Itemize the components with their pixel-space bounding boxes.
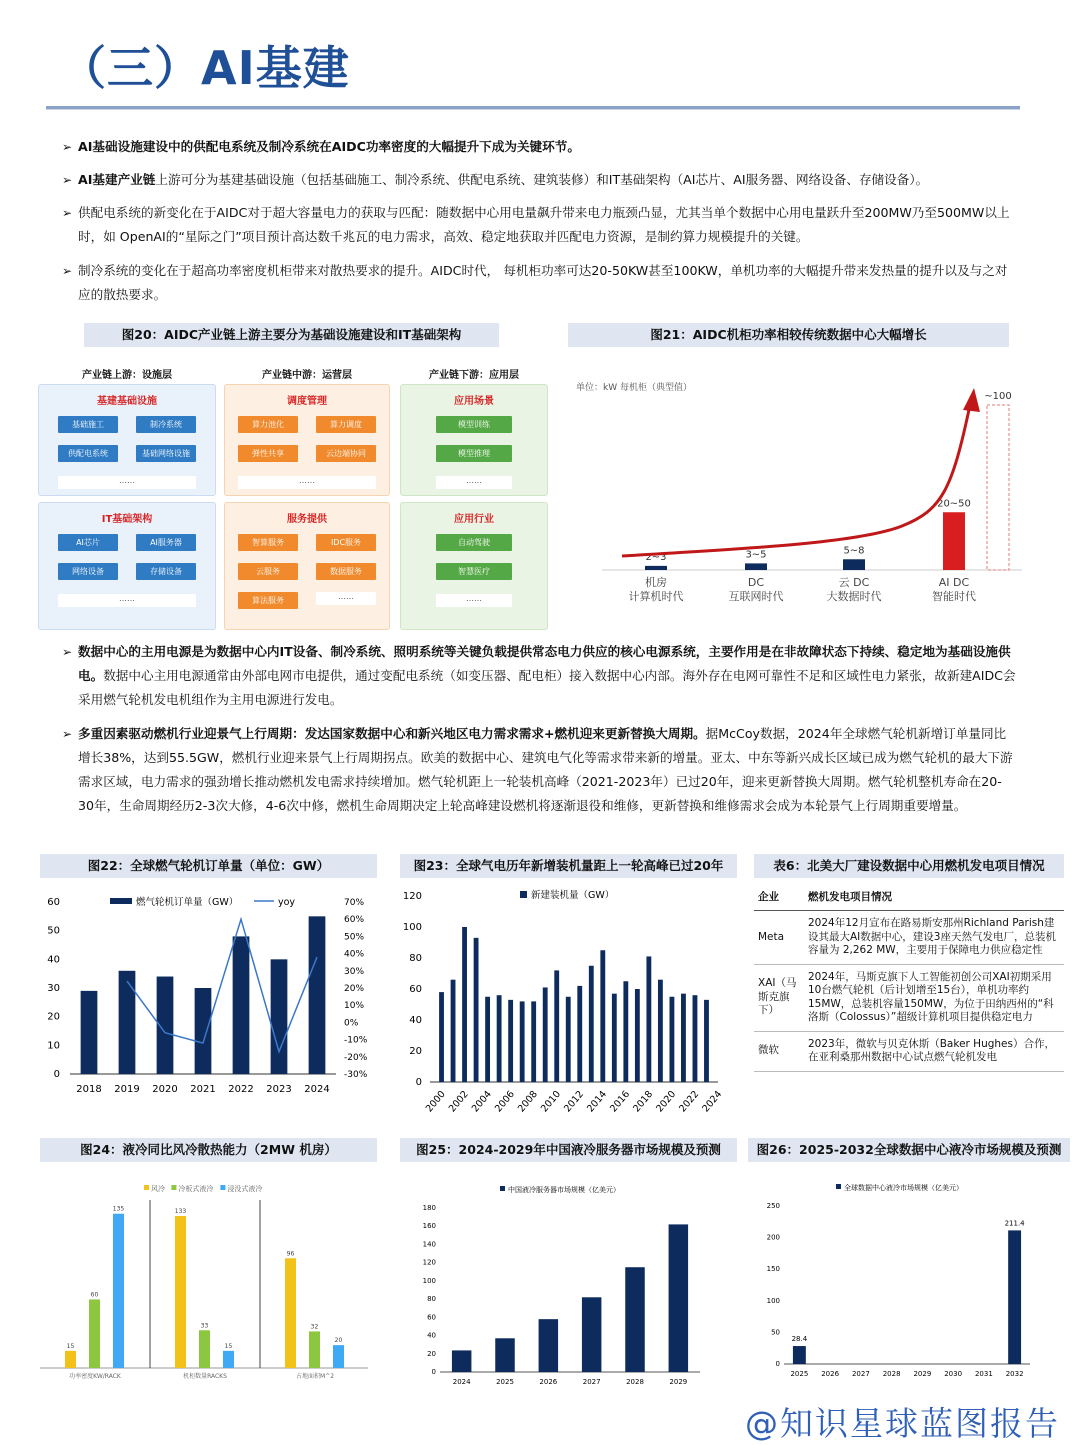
fig23-x-tick: 2016 xyxy=(608,1088,633,1115)
fig23-y-tick: 80 xyxy=(409,953,422,964)
fig20-item-chip: 模型推理 xyxy=(436,445,512,462)
fig22-bar xyxy=(195,988,212,1074)
fig24-bar xyxy=(113,1214,124,1368)
fig25-title: 图25：2024-2029年中国液冷服务器市场规模及预测 xyxy=(400,1138,737,1162)
mid-bullet-1: ➢ 数据中心的主用电源是为数据中心内IT设备、制冷系统、照明系统等关键负载提供常态电力供应的核心电源系统，主要作用是在非故障状态下持续、稳定地为基础设施供电。数据中心主用电源通常由外部电网市电提供，通过变配电系统（如变压器、配电柜）接入数据中心内部。海外存在电网可靠性不足和区域性电力紧张，故新建AIDC会采用燃气轮机发电机组作为主用电源进行发电。 xyxy=(62,644,1016,707)
fig22-y2-tick: 60% xyxy=(344,915,365,926)
fig22-y2-tick: 40% xyxy=(344,949,365,960)
fig21-chart xyxy=(562,360,1032,615)
fig23-bar xyxy=(635,989,640,1082)
fig22-y2-tick: -30% xyxy=(344,1070,368,1080)
fig22-x-tick: 2021 xyxy=(190,1084,216,1095)
table-row xyxy=(754,964,1064,1031)
fig23-x-tick: 2008 xyxy=(516,1088,540,1115)
fig24-bar xyxy=(333,1345,344,1368)
fig24-legend-swatch xyxy=(171,1185,176,1190)
fig25-x-tick: 2026 xyxy=(539,1378,558,1386)
fig22-y2-tick: -20% xyxy=(344,1052,368,1063)
fig23-bar xyxy=(681,994,686,1082)
fig21-era-name: DC xyxy=(747,576,765,589)
fig26-value-label: 28.4 xyxy=(791,1335,808,1344)
fig21-era-name: 云 DC xyxy=(838,576,870,589)
fig25-y-tick: 120 xyxy=(422,1258,436,1267)
fig22-y-tick: 0 xyxy=(53,1069,60,1080)
fig22-y-tick: 40 xyxy=(47,954,60,966)
fig23-bar xyxy=(566,997,571,1082)
fig24-bar xyxy=(309,1331,320,1368)
fig22-x-tick: 2024 xyxy=(304,1084,330,1095)
fig24-value-label: 33 xyxy=(200,1322,209,1330)
fig20-item-chip: 云边端协同 xyxy=(316,445,376,462)
fig26-title: 图26：2025-2032全球数据中心液冷市场规模及预测 xyxy=(748,1138,1070,1162)
fig23-y-tick: 20 xyxy=(409,1046,422,1057)
fig21-title: 图21：AIDC机柜功率相较传统数据中心大幅增长 xyxy=(568,323,1009,347)
fig26-x-tick: 2030 xyxy=(944,1370,963,1378)
fig24-bar xyxy=(175,1216,186,1368)
fig26-x-tick: 2028 xyxy=(882,1370,901,1378)
fig26-legend: 全球数据中心液冷市场规模（亿美元） xyxy=(844,1184,963,1192)
table-header-row xyxy=(754,882,1064,911)
fig21-value-label: 3~5 xyxy=(745,549,767,561)
fig24-chart xyxy=(40,1172,370,1397)
fig25-bar xyxy=(625,1267,645,1372)
fig26-x-tick: 2029 xyxy=(913,1370,932,1378)
fig23-x-tick: 2022 xyxy=(677,1088,702,1115)
gas-turbine-projects-table xyxy=(754,881,1064,1072)
fig23-y-tick: 60 xyxy=(409,984,422,995)
fig25-y-tick: 0 xyxy=(431,1368,436,1376)
fig25-x-tick: 2024 xyxy=(452,1378,471,1386)
table-row xyxy=(754,911,1064,965)
fig24-group-label: 机柜数量RACKS xyxy=(183,1373,227,1380)
fig23-x-tick: 2018 xyxy=(631,1088,656,1115)
fig23-bar xyxy=(600,950,605,1082)
fig20-section-title: 基建基础设施 xyxy=(97,396,157,407)
fig23-bar xyxy=(704,1000,709,1082)
fig25-y-tick: 20 xyxy=(427,1349,436,1358)
fig23-legend: 新建装机量（GW） xyxy=(531,890,615,901)
fig21-era-sub: 智能时代 xyxy=(932,590,976,603)
fig20-diagram xyxy=(38,360,550,615)
fig22-y2-tick: 70% xyxy=(344,898,365,908)
fig21-growth-arrowhead xyxy=(963,388,980,412)
fig23-y-tick: 100 xyxy=(402,922,422,933)
fig22-x-tick: 2022 xyxy=(228,1084,254,1095)
fig26-chart xyxy=(760,1172,1060,1397)
fig23-bar xyxy=(451,980,456,1082)
fig24-value-label: 135 xyxy=(112,1205,125,1213)
fig23-bar xyxy=(612,994,617,1082)
fig26-legend-swatch xyxy=(836,1184,841,1189)
fig21-bar xyxy=(645,566,667,570)
fig23-x-tick: 2012 xyxy=(562,1088,587,1115)
fig26-bar xyxy=(793,1346,806,1364)
fig20-item-chip: 制冷系统 xyxy=(136,416,196,433)
fig21-era-name: 机房 xyxy=(645,576,667,589)
fig20-item-chip: 数据服务 xyxy=(316,563,376,580)
fig22-y2-tick: -10% xyxy=(344,1035,368,1046)
fig22-y2-tick: 30% xyxy=(344,966,365,977)
fig20-column-header: 产业链中游：运营层 xyxy=(262,370,352,381)
fig24-value-label: 20 xyxy=(334,1337,343,1345)
fig25-bar xyxy=(582,1297,602,1372)
fig23-x-tick: 2002 xyxy=(446,1088,471,1115)
fig22-y2-tick: 10% xyxy=(344,1001,365,1012)
fig20-item-chip: 云服务 xyxy=(238,563,298,580)
fig20-item-chip: 智算服务 xyxy=(238,534,298,551)
fig26-y-tick: 0 xyxy=(775,1360,780,1368)
table-cell-desc: 2024年12月宣布在路易斯安那州Richland Parish建设其最大AI数据中心，建设3座天然气发电厂，总装机容量为 2,262 MW，主要用于保障电力供应稳定性 xyxy=(804,911,1064,965)
fig23-y-tick: 40 xyxy=(409,1015,422,1026)
fig23-bar xyxy=(646,956,651,1082)
fig24-bar xyxy=(199,1330,210,1368)
fig22-x-tick: 2020 xyxy=(152,1084,178,1095)
fig23-bar xyxy=(658,980,663,1082)
fig20-item-chip: AI服务器 xyxy=(136,534,196,551)
fig22-y-tick: 10 xyxy=(47,1040,60,1052)
fig23-bar xyxy=(520,1001,525,1082)
fig20-more-ellipsis: …… xyxy=(58,476,196,489)
fig23-bar xyxy=(462,927,467,1082)
fig26-y-tick: 100 xyxy=(766,1296,780,1305)
fig24-value-label: 15 xyxy=(66,1342,75,1350)
fig26-y-tick: 150 xyxy=(766,1265,780,1274)
fig23-bar xyxy=(623,981,628,1082)
fig25-legend-swatch xyxy=(500,1186,505,1191)
fig20-item-chip: 供配电系统 xyxy=(58,445,118,462)
fig23-y-tick: 0 xyxy=(415,1077,422,1088)
fig20-item-chip: 算力调度 xyxy=(316,416,376,433)
fig24-legend-item: 风冷 xyxy=(151,1185,165,1193)
intro-bullet-4: ➢ 制冷系统的变化在于超高功率密度机柜带来对散热要求的提升。AIDC时代， 每机柜功率可达20-50KW甚至100KW，单机功率的大幅提升带来发热量的提升以及与之对应的散热要求。 xyxy=(62,263,1008,302)
fig22-y-tick: 60 xyxy=(47,897,60,908)
fig20-title: 图20：AIDC产业链上游主要分为基础设施建设和IT基础架构 xyxy=(84,323,499,347)
fig20-item-chip: IDC服务 xyxy=(316,534,376,551)
title-divider xyxy=(46,106,1020,110)
fig22-y-tick: 20 xyxy=(47,1011,60,1023)
fig22-bar xyxy=(233,936,250,1074)
fig22-y-tick: 30 xyxy=(47,983,60,994)
fig26-x-tick: 2032 xyxy=(1005,1370,1024,1378)
fig25-x-tick: 2025 xyxy=(496,1378,514,1386)
fig22-y2-tick: 20% xyxy=(344,984,365,994)
fig23-bar xyxy=(693,995,698,1082)
fig25-bar xyxy=(495,1338,515,1372)
table1-title: 表6：北美大厂建设数据中心用燃机发电项目情况 xyxy=(754,854,1064,878)
fig20-item-chip: 自动驾驶 xyxy=(436,534,512,551)
fig26-y-tick: 50 xyxy=(771,1328,780,1337)
fig22-y-tick: 50 xyxy=(47,925,60,937)
table-row xyxy=(754,1031,1064,1071)
fig22-chart xyxy=(40,884,380,1104)
fig25-y-tick: 100 xyxy=(422,1276,436,1285)
fig24-value-label: 60 xyxy=(90,1291,99,1299)
fig21-growth-curve xyxy=(622,405,970,556)
fig23-bar xyxy=(474,938,479,1082)
fig24-group-label: 占地面积M^2 xyxy=(295,1373,335,1380)
page-title: （三）AI基建 xyxy=(60,41,350,95)
fig20-column-header: 产业链下游：应用层 xyxy=(429,370,519,381)
fig23-x-tick: 2014 xyxy=(585,1088,610,1115)
fig20-item-chip: 算法服务 xyxy=(238,592,298,609)
fig23-bar xyxy=(543,987,548,1082)
fig20-more-ellipsis: …… xyxy=(58,594,196,607)
fig20-item-chip: 模型训练 xyxy=(436,416,512,433)
fig25-x-tick: 2028 xyxy=(626,1378,644,1386)
fig21-value-label: 2~3 xyxy=(645,551,667,563)
fig24-legend-swatch xyxy=(220,1185,225,1190)
mid-bullet-2: ➢ 多重因素驱动燃机行业迎景气上行周期：发达国家数据中心和新兴地区电力需求需求+燃机迎来更新替换大周期。据McCoy数据，2024年全球燃气轮机新增订单量同比增长38%，达到55.5GW，燃机行业迎来景气上行周期拐点。欧美的数据中心、建筑电气化等需求带来新的增量。亚太、中东等新兴成长区域已成为燃气轮机的最大下游需求区域，电力需求的强劲增长推动燃机发电需求持续增加。燃气轮机距上一轮装机高峰（2021-2023年）已过20年，迎来更新替换大周期。燃气轮机整机寿命在20-30年，生命周期经历2-3次大修，4-6次中修，燃机生命周期决定上轮高峰建设燃机将逐渐退役和维修，更新替换和维修需求会成为本轮景气上行周期重要增量。 xyxy=(62,726,1013,813)
fig24-value-label: 96 xyxy=(286,1250,295,1258)
table-cell-company: Meta xyxy=(754,911,804,965)
fig22-legend-line: yoy xyxy=(278,897,296,908)
fig21-value-label: 20~50 xyxy=(937,498,971,510)
fig22-yoy-line xyxy=(127,919,317,1051)
fig25-x-tick: 2029 xyxy=(669,1378,688,1386)
fig21-value-label: 5~8 xyxy=(843,545,865,557)
fig20-item-chip: AI芯片 xyxy=(58,534,118,551)
fig20-item-chip: 基础网络设施 xyxy=(136,445,196,462)
fig20-item-chip: 算力池化 xyxy=(238,416,298,433)
fig20-more-ellipsis: …… xyxy=(238,476,376,489)
fig26-x-tick: 2026 xyxy=(821,1370,840,1378)
fig20-section-title: 应用行业 xyxy=(454,514,494,525)
fig21-future-label: ~100 xyxy=(984,391,1012,402)
table-header-company: 企业 xyxy=(754,882,804,911)
fig23-bar xyxy=(670,997,675,1082)
fig23-bar xyxy=(485,997,490,1082)
fig22-x-tick: 2023 xyxy=(266,1084,292,1095)
fig26-x-tick: 2031 xyxy=(974,1370,993,1378)
fig26-y-tick: 200 xyxy=(766,1233,780,1242)
fig22-x-tick: 2019 xyxy=(114,1084,140,1095)
fig20-item-chip: 存储设备 xyxy=(136,563,196,580)
fig21-era-sub: 互联网时代 xyxy=(728,590,784,603)
fig23-chart xyxy=(398,884,738,1124)
fig25-bar xyxy=(452,1350,472,1372)
fig23-x-tick: 2020 xyxy=(654,1088,679,1115)
fig20-column-header: 产业链上游：设施层 xyxy=(82,370,172,381)
fig23-x-tick: 2004 xyxy=(469,1088,494,1115)
fig24-legend-item: 浸没式液冷 xyxy=(227,1185,263,1193)
fig20-section-title: IT基础架构 xyxy=(101,514,153,525)
fig23-bar xyxy=(531,1001,536,1082)
fig24-value-label: 15 xyxy=(224,1342,233,1350)
fig24-value-label: 32 xyxy=(310,1323,319,1331)
fig26-x-tick: 2027 xyxy=(851,1370,870,1378)
fig24-bar xyxy=(65,1351,76,1368)
fig24-bar xyxy=(285,1258,296,1368)
fig21-era-name: AI DC xyxy=(938,576,970,589)
fig22-bar xyxy=(271,959,288,1074)
fig22-y2-tick: 0% xyxy=(344,1018,359,1029)
fig24-bar xyxy=(89,1299,100,1368)
fig21-unit: 单位：kW 每机柜（典型值） xyxy=(576,383,692,393)
table-cell-desc: 2023年，微软与贝克休斯（Baker Hughes）合作，在亚利桑那州数据中心试点燃气轮机发电 xyxy=(804,1031,1064,1071)
fig20-more-ellipsis: …… xyxy=(436,594,512,607)
fig24-legend-item: 冷板式液冷 xyxy=(178,1185,214,1193)
fig23-title: 图23：全球气电历年新增装机量距上一轮高峰已过20年 xyxy=(400,854,737,878)
table-cell-company: 微软 xyxy=(754,1031,804,1071)
fig25-chart xyxy=(410,1172,710,1397)
fig22-title: 图22：全球燃气轮机订单量（单位：GW） xyxy=(40,854,377,878)
intro-bullet-3: ➢ 供配电系统的新变化在于AIDC对于超大容量电力的获取与匹配：随数据中心用电量飙升带来电力瓶颈凸显，尤其当单个数据中心用电量跃升至200MW乃至500MW以上时，如 OpenAI的“星际之门”项目预计高达数千兆瓦的电力需求，高效、稳定地获取并匹配电力资源，是制约算力规模提升的关键。 xyxy=(62,205,1010,244)
table-header-desc: 燃机发电项目情况 xyxy=(804,882,1064,911)
fig23-y-tick: 120 xyxy=(402,891,422,902)
fig22-legend-bar-swatch xyxy=(110,898,132,904)
intro-bullet-2: ➢ AI基建产业链上游可分为基建基础设施（包括基础施工、制冷系统、供配电系统、建筑装修）和IT基础架构（AI芯片、AI服务器、网络设备、存储设备）。 xyxy=(62,172,929,187)
fig23-bar xyxy=(439,992,444,1082)
fig23-legend-swatch xyxy=(520,891,527,898)
fig23-x-tick: 2024 xyxy=(700,1088,725,1115)
fig26-y-tick: 250 xyxy=(766,1202,780,1210)
fig22-y2-tick: 50% xyxy=(344,932,365,943)
fig25-y-tick: 180 xyxy=(422,1204,436,1212)
fig24-value-label: 133 xyxy=(174,1208,187,1215)
fig25-legend: 中国液冷服务器市场规模（亿美元） xyxy=(508,1186,620,1194)
fig23-x-tick: 2000 xyxy=(423,1088,448,1115)
fig25-bar xyxy=(669,1224,689,1372)
intro-bullet-1: ➢ AI基础设施建设中的供配电系统及制冷系统在AIDC功率密度的大幅提升下成为关键环节。 xyxy=(62,139,580,154)
fig23-x-tick: 2006 xyxy=(492,1088,517,1115)
fig22-bar xyxy=(81,991,98,1074)
fig25-y-tick: 40 xyxy=(427,1331,436,1340)
fig22-bar xyxy=(309,916,326,1074)
fig25-y-tick: 80 xyxy=(427,1295,436,1304)
fig25-y-tick: 160 xyxy=(422,1222,436,1231)
fig22-legend-bar: 燃气轮机订单量（GW） xyxy=(136,897,239,908)
fig20-section-title: 服务提供 xyxy=(287,514,327,525)
fig23-bar xyxy=(497,995,502,1082)
fig20-item-chip: 弹性共享 xyxy=(238,445,298,462)
fig25-x-tick: 2027 xyxy=(582,1378,601,1386)
fig21-bar xyxy=(745,563,767,570)
fig21-bar xyxy=(943,512,965,570)
fig20-item-chip: 基础施工 xyxy=(58,416,118,433)
fig21-bar xyxy=(843,559,865,570)
fig24-bar xyxy=(223,1351,234,1368)
fig20-item-chip: 网络设备 xyxy=(58,563,118,580)
fig21-future-bar xyxy=(987,405,1009,570)
fig23-bar xyxy=(589,966,594,1082)
fig22-bar xyxy=(119,971,136,1074)
fig25-y-tick: 60 xyxy=(427,1313,436,1322)
fig23-bar xyxy=(554,970,559,1082)
fig23-bar xyxy=(508,1000,513,1082)
table-cell-company: XAI（马斯克旗下） xyxy=(754,964,804,1031)
fig20-section-title: 调度管理 xyxy=(287,396,327,407)
fig24-legend-swatch xyxy=(144,1185,149,1190)
fig22-x-tick: 2018 xyxy=(76,1084,102,1095)
fig20-item-chip: 智慧医疗 xyxy=(436,563,512,580)
fig20-more-ellipsis: …… xyxy=(316,592,376,605)
fig23-bar xyxy=(577,986,582,1082)
fig21-era-sub: 计算机时代 xyxy=(628,590,684,603)
fig23-x-tick: 2010 xyxy=(539,1088,564,1115)
fig25-bar xyxy=(539,1319,559,1372)
fig26-value-label: 211.4 xyxy=(1004,1219,1025,1228)
fig26-x-tick: 2025 xyxy=(790,1370,809,1378)
fig24-title: 图24：液冷同比风冷散热能力（2MW 机房） xyxy=(40,1138,377,1162)
table-cell-desc: 2024年，马斯克旗下人工智能初创公司XAI初期采用10台燃气轮机（后计划增至15台），单机功率约15MW，总装机容量150MW，为位于田纳西州的“科洛斯（Colossus）”超级计算机项目提供稳定电力 xyxy=(804,964,1064,1031)
watermark: @知识星球蓝图报告 xyxy=(745,1404,1060,1443)
fig21-era-sub: 大数据时代 xyxy=(826,590,882,603)
fig20-more-ellipsis: …… xyxy=(436,476,512,489)
fig24-group-label: 功率密度KW/RACK xyxy=(69,1373,121,1380)
fig20-section-title: 应用场景 xyxy=(454,396,494,407)
fig26-bar xyxy=(1008,1230,1021,1364)
fig25-y-tick: 140 xyxy=(422,1240,436,1249)
